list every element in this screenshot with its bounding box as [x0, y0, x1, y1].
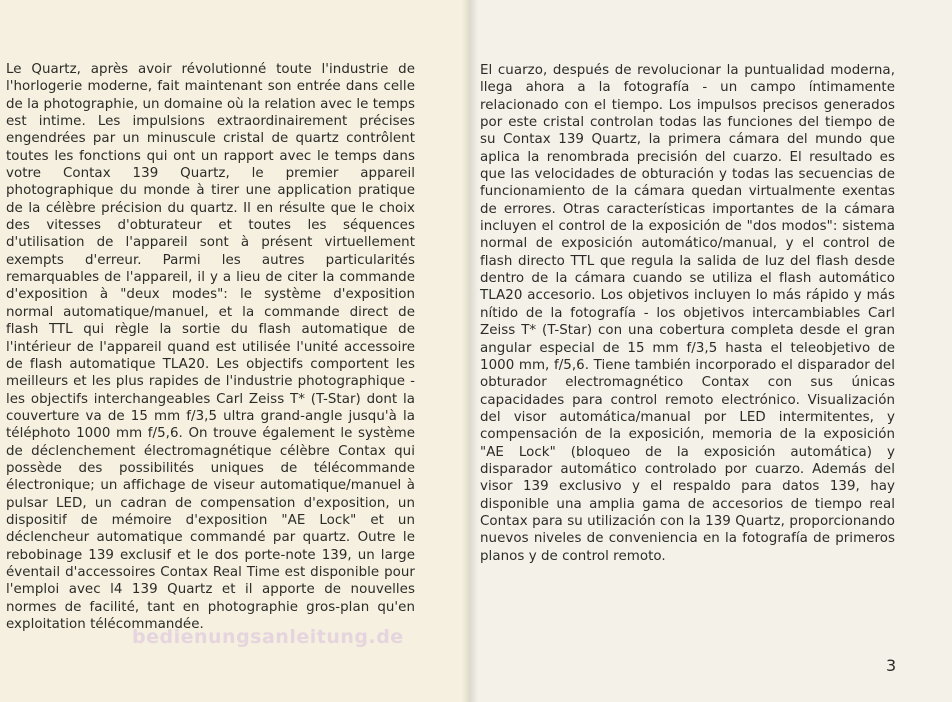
french-paragraph: Le Quartz, après avoir révolutionné toute l'industrie de l'horlogerie moderne, fait maintenant son entrée dans celle de la photographie, un domaine où la relation avec le temps est intime. Les impulsions extraordinairement précises engendrées par un minuscule cristal de quartz contrôlent toutes les fonctions qui ont un rapport avec le temps dans votre Contax 139 Quartz, le premier appareil photographique du monde à tirer une application pratique de la célèbre précision du quartz. Il en résulte que le choix des vitesses d'obturateur et toutes les séquences d'utilisation de l'appareil sont à présent virtuellement exempts d'erreur. Parmi les autres particularités remarquables de l'appareil, il y a lieu de citer la commande d'exposition à "deux modes": le système d'exposition normal automatique/manuel, et la commande direct de flash TTL qui règle la sortie du flash automatique de l'intérieur de l'appareil quand est utilisée l'unité accessoire de flash automatique TLA20. Les objectifs comportent les meilleurs et les plus rapides de l'industrie photographique - les objectifs interchangeables Carl Zeiss T* (T-Star) dont la couverture va de 15 mm f/3,5 ultra grand-angle jusqu'à la téléphoto 1000 mm f/5,6. On trouve également le système de déclenchement électromagnétique célèbre Contax qui possède des possibilités uniques de télécommande électronique; un affichage de viseur automatique/manuel à pulsar LED, un cadran de compensation d'exposition, un dispositif de mémoire d'exposition "AE Lock" et un déclencheur automatique commandé par quartz. Outre le rebobinage 139 exclusif et le dos porte-note 139, un large éventail d'accessoires Contax Real Time est disponible pour l'emploi avec l4 139 Quartz et il apporte de nouvelles normes de facilité, tant en photographie gros-plan qu'en exploitation télécommandée. — [6, 62, 415, 632]
watermark: bedienungsanleitung.de — [132, 626, 404, 648]
spanish-paragraph: El cuarzo, después de revolucionar la puntualidad moderna, llega ahora a la fotografía - un campo íntimamente relacionado con el tiempo. Los impulsos precisos generados por este cristal controlan todas las funciones del tiempo de su Contax 139 Quartz, la primera cámara del mundo que aplica la renombrada precisión del cuarzo. El resultado es que las velocidades de obturación y todas las secuencias de funcionamiento de la cámara quedan virtualmente exentas de errores. Otras características importantes de la cámara incluyen el control de la exposición de "dos modos": sistema normal de exposición automático/manual, y el control de flash directo TTL que regula la salida de luz del flash desde dentro de la cámara cuando se utiliza el flash automático TLA20 accesorio. Los objetivos incluyen lo más rápido y más nítido de la fotografía - los objetivos intercambiables Carl Zeiss T* (T-Star) con una cobertura completa desde el gran angular especial de 15 mm f/3,5 hasta el teleobjetivo de 1000 mm, f/5,6. Tiene también incorporado el disparador del obturador electromagnético Contax con sus únicas capacidades para control remoto electrónico. Visualización del visor automática/manual por LED intermitentes, y compensación de la exposición, memoria de la exposición "AE Lock" (bloqueo de la exposición automática) y disparador automático controlado por cuarzo. Además del visor 139 exclusivo y el respaldo para datos 139, hay disponible una amplia gama de accesorios de tiempo real Contax para su utilización con la 139 Quartz, proporcionando nuevos niveles de conveniencia en la fotografía de primeros planos y de control remoto. — [480, 63, 895, 564]
page-number: 3 — [886, 656, 897, 675]
page-gutter — [462, 0, 478, 702]
